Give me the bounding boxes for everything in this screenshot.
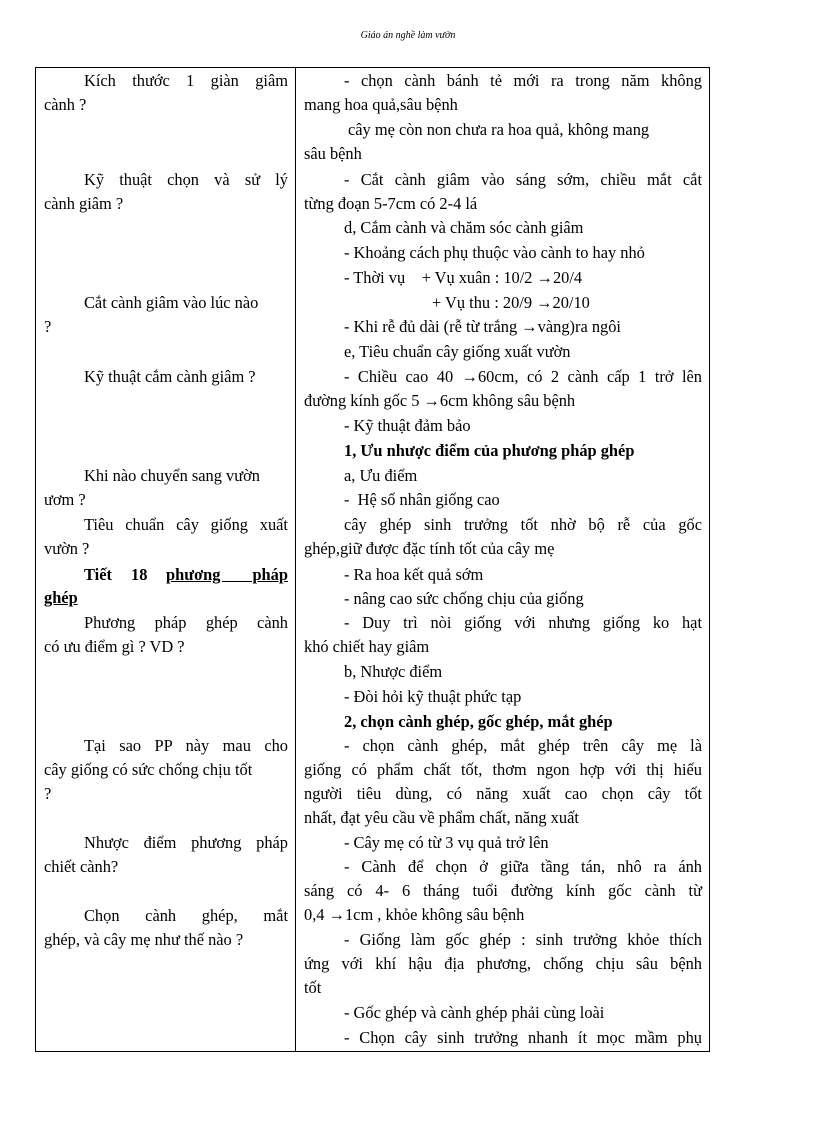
answer-line: tốt	[304, 978, 322, 997]
answer-line: - Khoảng cách phụ thuộc vào cành to hay nhỏ	[344, 243, 645, 262]
question-line: cây giống có sức chống chịu tốt	[44, 760, 253, 779]
answer-line: - Chọn cây sinh trưởng nhanh ít mọc mầm phụ	[344, 1028, 702, 1047]
question-line: Nhược điểm phương pháp	[84, 833, 288, 852]
answer-line: - nâng cao sức chống chịu của giống	[344, 589, 584, 608]
answer-line: sáng có 4- 6 tháng tuổi đường kính gốc cành từ	[304, 881, 702, 900]
answer-line: - Đòi hỏi kỹ thuật phức tạp	[344, 687, 522, 706]
answer-line: ứng với khí hậu địa phương, chống chịu sâu bệnh	[304, 954, 702, 973]
answer-line: sâu bệnh	[304, 144, 362, 163]
answer-line: 0,4 →1cm , khỏe không sâu bệnh	[304, 905, 525, 924]
answer-line: ghép,giữ được đặc tính tốt của cây mẹ	[304, 539, 555, 558]
answer-line: - chọn cành bánh tẻ mới ra trong năm không	[344, 71, 702, 90]
answer-line: giống có phẩm chất tốt, thơm ngon hợp với thị hiếu	[304, 760, 702, 779]
answer-line: - Gốc ghép và cành ghép phải cùng loài	[344, 1003, 605, 1022]
lesson-table	[35, 67, 710, 1052]
answer-line: d, Cắm cành và chăm sóc cành giâm	[344, 218, 584, 237]
question-line: Chọn cành ghép, mắt	[84, 906, 288, 925]
answer-line: - Duy trì nòi giống với nhưng giống ko hạt	[344, 613, 702, 632]
answer-line: - Cành để chọn ở giữa tầng tán, nhô ra ánh	[344, 857, 702, 876]
question-line: cành ?	[44, 95, 87, 114]
question-line: ?	[44, 784, 52, 803]
section-heading: 2, chọn cành ghép, gốc ghép, mắt ghép	[344, 712, 613, 731]
lesson-number: 18	[131, 565, 148, 584]
lesson-title: phương pháp	[166, 565, 288, 584]
answer-line: người tiêu dùng, có năng xuất cao chọn cây tốt	[304, 784, 702, 803]
answer-line: - Khi rễ đủ dài (rễ từ trắng →vàng)ra ngôi	[344, 317, 621, 336]
answer-line: cây ghép sinh trưởng tốt nhờ bộ rễ của gốc	[344, 515, 702, 534]
answer-line: - Chiều cao 40 →60cm, có 2 cành cấp 1 trở lên	[344, 367, 702, 386]
answer-line: - Ra hoa kết quả sớm	[344, 565, 484, 584]
answer-line: mang hoa quả,sâu bệnh	[304, 95, 458, 114]
question-line: Tại sao PP này mau cho	[84, 736, 288, 755]
question-line: ?	[44, 317, 52, 336]
answer-line: a, Ưu điểm	[344, 466, 418, 485]
question-line: ươm ?	[44, 490, 86, 509]
answer-line: e, Tiêu chuẩn cây giống xuất vườn	[344, 342, 571, 361]
question-line: Kỹ thuật chọn và sử lý	[84, 170, 288, 189]
column-divider	[295, 68, 296, 1051]
question-line: Khi nào chuyển sang vườn	[84, 466, 260, 485]
question-line: cành giâm ?	[44, 194, 124, 213]
answer-line: - Giống làm gốc ghép : sinh trưởng khỏe thích	[344, 930, 702, 949]
question-line: vườn ?	[44, 539, 90, 558]
question-line: có ưu điểm gì ? VD ?	[44, 637, 185, 656]
lesson-title-cont: ghép	[44, 588, 78, 607]
question-line: Cắt cành giâm vào lúc nào	[84, 293, 259, 312]
question-line: Kỹ thuật cắm cành giâm ?	[84, 367, 256, 386]
question-line: ghép, và cây mẹ như thế nào ?	[44, 930, 244, 949]
answer-line: nhất, đạt yêu cầu về phẩm chất, năng xuất	[304, 808, 579, 827]
answer-line: + Vụ thu : 20/9 →20/10	[432, 293, 590, 312]
answer-line: - Kỹ thuật đảm bảo	[344, 416, 471, 435]
answer-line: - Cắt cành giâm vào sáng sớm, chiều mắt cắt	[344, 170, 702, 189]
question-line: Tiêu chuẩn cây giống xuất	[84, 515, 288, 534]
answer-line: b, Nhược điểm	[344, 662, 443, 681]
section-heading: 1, Ưu nhược điểm của phương pháp ghép	[344, 441, 635, 460]
question-line: Phương pháp ghép cành	[84, 613, 288, 632]
question-line: Kích thước 1 giàn giâm	[84, 71, 288, 90]
answer-line: khó chiết hay giâm	[304, 637, 430, 656]
answer-line: - Cây mẹ có từ 3 vụ quả trở lên	[344, 833, 549, 852]
answer-line: cây mẹ còn non chưa ra hoa quả, không mang	[348, 120, 650, 139]
page-header: Giáo án nghề làm vườn	[360, 30, 456, 41]
answer-line: - Hệ số nhân giống cao	[344, 490, 500, 509]
answer-line: - chọn cành ghép, mắt ghép trên cây mẹ là	[344, 736, 702, 755]
question-line: chiết cành?	[44, 857, 119, 876]
answer-line: - Thời vụ + Vụ xuân : 10/2 →20/4	[344, 268, 583, 287]
answer-line: từng đoạn 5-7cm có 2-4 lá	[304, 194, 478, 213]
answer-line: đường kính gốc 5 →6cm không sâu bệnh	[304, 391, 576, 410]
lesson-label: Tiết	[84, 565, 112, 584]
